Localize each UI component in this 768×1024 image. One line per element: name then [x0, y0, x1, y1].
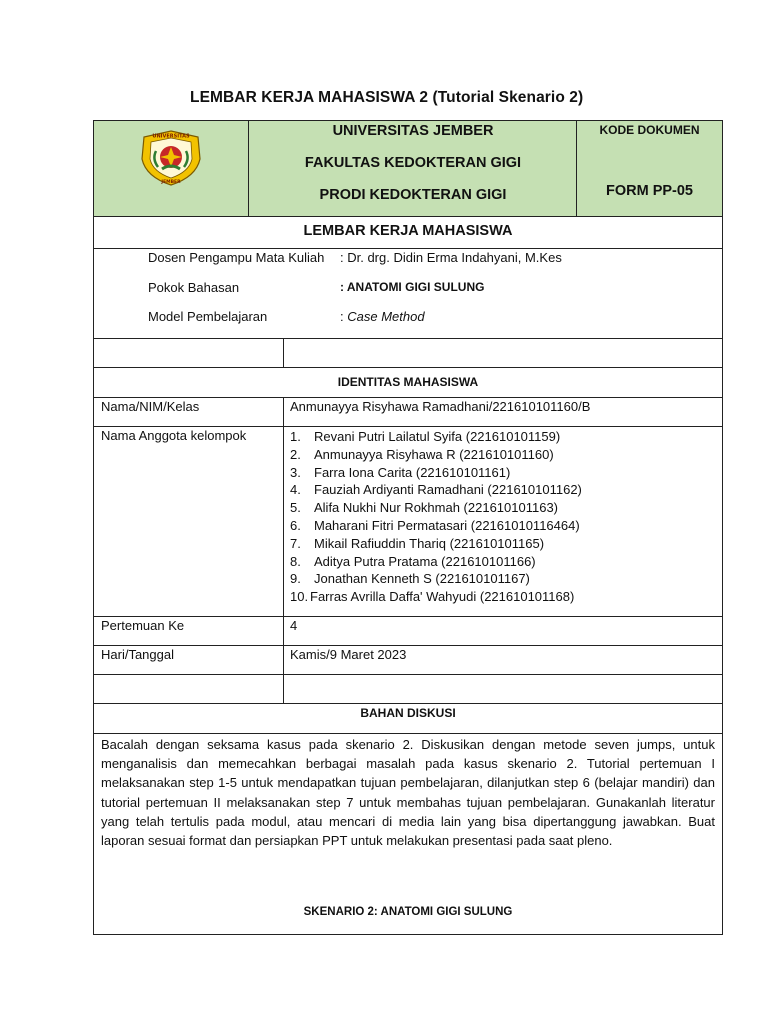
name-value: Anmunayya Risyhawa Ramadhani/221610101160/B	[290, 399, 591, 414]
logo-text-top: UNIVERSITAS	[152, 133, 190, 140]
meeting-label: Pertemuan Ke	[101, 618, 185, 633]
worksheet-title: LEMBAR KERJA MAHASISWA	[303, 223, 513, 239]
list-item: 6. Maharani Fitri Permatasari (22161010116464)	[290, 517, 580, 533]
empty-row	[94, 675, 722, 704]
topic-value: : ANATOMI GIGI SULUNG	[340, 280, 485, 294]
lecturer-label: Dosen Pengampu Mata Kuliah	[148, 250, 325, 265]
faculty-name: FAKULTAS KEDOKTERAN GIGI	[304, 155, 522, 171]
discussion-heading-row	[94, 704, 722, 734]
learning-model-value: : Case Method	[340, 309, 425, 324]
university-logo	[138, 129, 204, 187]
list-item: 10. Farras Avrilla Daffa' Wahyudi (221610101168)	[290, 589, 575, 605]
date-row	[94, 646, 722, 675]
document-title: LEMBAR KERJA MAHASISWA 2 (Tutorial Skenario 2)	[190, 89, 584, 106]
empty-row	[94, 339, 722, 368]
list-item: 5. Alifa Nukhi Nur Rokhmah (221610101163)	[290, 500, 559, 516]
name-row	[94, 398, 722, 427]
learning-model-text: Case Method	[347, 309, 425, 324]
date-label: Hari/Tanggal	[101, 647, 174, 662]
list-item: 2. Anmunayya Risyhawa R (221610101160)	[290, 446, 554, 462]
list-item: 9. Jonathan Kenneth S (221610101167)	[290, 571, 530, 587]
scenario-title: SKENARIO 2: ANATOMI GIGI SULUNG	[303, 906, 513, 918]
name-label: Nama/NIM/Kelas	[101, 399, 200, 414]
identity-heading-row	[94, 368, 722, 398]
meeting-row	[94, 617, 722, 646]
topic-label: Pokok Bahasan	[148, 280, 240, 295]
learning-model-label: Model Pembelajaran	[148, 309, 268, 324]
document-code-value: FORM PP-05	[605, 183, 693, 199]
lecturer-value: : Dr. drg. Didin Erma Indahyani, M.Kes	[340, 250, 562, 265]
program-name: PRODI KEDOKTERAN GIGI	[319, 187, 507, 203]
worksheet-title-row	[94, 217, 722, 249]
university-name: UNIVERSITAS JEMBER	[332, 123, 494, 139]
list-item: 8. Aditya Putra Pratama (221610101166)	[290, 553, 536, 569]
course-info-row	[94, 249, 722, 339]
discussion-text: Bacalah dengan seksama kasus pada skenario 2. Diskusikan dengan metode seven jumps, untuk menganalisis dan memecahkan berbagai masalah pada kasus skenario 2. Tutorial pertemuan I melaksanakan step 1-5 untuk mendapatkan tujuan pembelajaran, dilanjutkan step 6 (belajar mandiri) dan tutorial pertemuan II melaksanakan step 7 untuk membahas tujuan pembelajaran. Gunakanlah literatur yang telah tertulis pada modul, atau mencari di media lain yang bisa dipertanggung jawabkan. Buat laporan sesuai format dan persiapkan PPT untuk melakukan presentasi pada saat pleno.	[101, 737, 715, 849]
date-value: Kamis/9 Maret 2023	[290, 647, 407, 662]
list-item: 1. Revani Putri Lailatul Syifa (221610101159)	[290, 429, 561, 444]
group-members-list	[290, 429, 582, 607]
list-item: 3. Farra Iona Carita (221610101161)	[290, 464, 511, 480]
discussion-body-row	[94, 734, 722, 934]
header-row	[94, 121, 722, 217]
meeting-value: 4	[290, 618, 298, 633]
worksheet-table	[93, 120, 723, 935]
list-item: 4. Fauziah Ardiyanti Ramadhani (221610101162)	[290, 482, 582, 498]
discussion-heading: BAHAN DISKUSI	[360, 706, 456, 720]
document-code-label: KODE DOKUMEN	[599, 123, 700, 137]
group-members-row	[94, 427, 722, 617]
group-members-label: Nama Anggota kelompok	[101, 428, 247, 443]
identity-heading: IDENTITAS MAHASISWA	[337, 375, 479, 389]
logo-text-bottom: JEMBER	[161, 180, 181, 185]
list-item: 7. Mikail Rafiuddin Thariq (221610101165)	[290, 535, 545, 551]
